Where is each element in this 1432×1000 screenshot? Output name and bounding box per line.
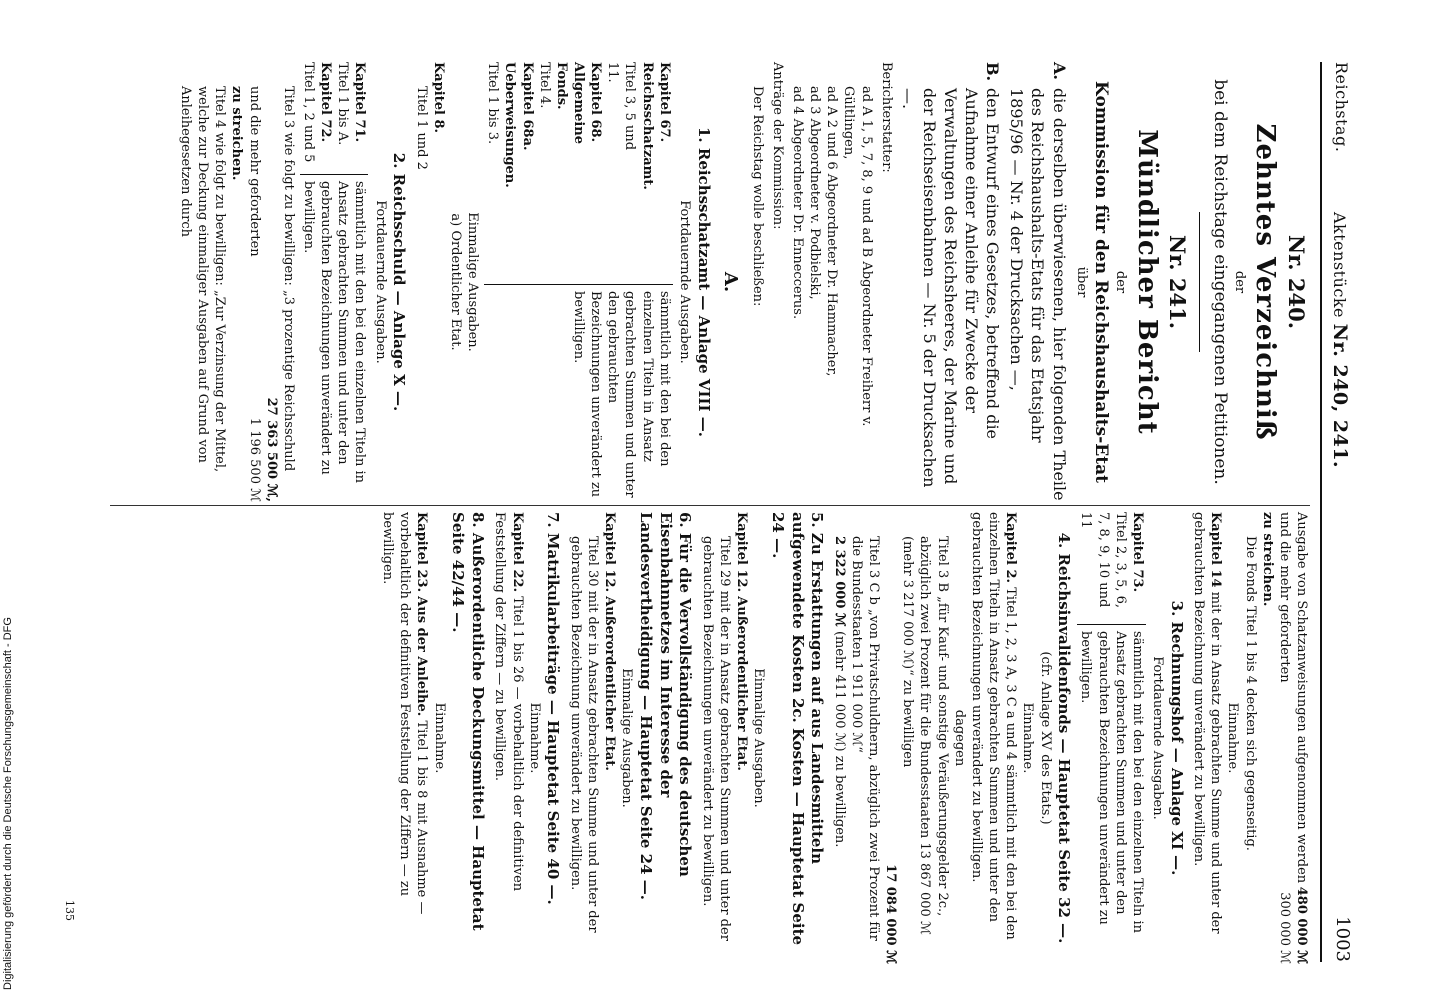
section-1-subtitle: Fortdauernde Ausgaben. [676,200,692,364]
right-column [379,512,1310,964]
header-numbers: Nr. 240, 241. [1329,323,1351,469]
header-rule [1320,62,1322,962]
kapitel-73: Kapitel 73. [1129,512,1145,593]
einmalige-ausgaben-2: Einmalige Ausgaben. [751,668,767,808]
section-3-subtitle: Fortdauernde Ausgaben. [1150,656,1166,820]
berichterstatter-3: ad 3 Abgeordneter v. Podbielski, [807,86,823,300]
kapitel-22-block [491,512,525,964]
kapitel-12a-name: Außerordentlicher Etat. [733,596,749,771]
titel-4-text: Titel 4 wie folgt zu bewilligen: „Zur Verzinsung der Mittel, welche zur Deckung einmaliger Ausgaben auf Grund von Anleihegesetzen durch [177,86,228,473]
kapitel-71: Kapitel 71. [352,62,368,143]
item-b-text: den Entwurf eines Gesetzes, betreffend die Aufnahme einer Anleihe für Zwecke der Verwaltungen des Reichsheeres, der Marine und der Reichseisenbahnen — Nr. 5 der Drucksachen —. [898,88,1003,488]
kapitel-67-name: Reichsschatzamt. [639,62,655,190]
section-2-subtitle: Fortdauernde Ausgaben. [372,200,388,364]
kapitel-67-titel: Titel 3, 5 und 11. [605,62,638,151]
kapitel-12b-name: Außerordentlicher Etat. [601,596,617,771]
berichterstatter-4: ad 4 Abgeordneter Dr. Enneccerus. [789,86,805,320]
kapitel-67 [638,62,672,190]
page-mark: 135 [63,900,76,921]
berichterstatter-1: ad A 1, 5, 7, 8, 9 und ad B Abgeordneter Freiherr v. Gültlingen, [841,86,874,427]
kapitel-22: Kapitel 22. [509,512,525,593]
kapitel-72-titel: Titel 1, 2 und 5 [301,62,316,163]
kapitel-68-name: Allgemeine Fonds. [553,62,586,145]
dagegen: dagegen [951,709,967,767]
section-1-title: 1. Reichsschatzamt — Anlage VIII —. [694,126,713,438]
kapitel-8-titel: Titel 1 und 2 [413,86,429,170]
section-7-title: 7. Matrikularbeiträge — Hauptetat Seite 40 —. [544,512,563,905]
nr240-der: der [1231,270,1247,294]
kapitel-12b-text: Titel 30 mit der in Ansatz gebrachten Summe und unter der gebrauchten Bezeichnung unverändert zu bewilligen. [567,536,600,933]
kapitel-73-list [1077,512,1146,624]
titel-3c-after-text: (mehr 411 000 ℳ) zu bewilligen. [831,630,847,848]
titel-3b-amount-value: 17 084 000 ℳ [883,864,899,964]
header-center [1327,212,1352,468]
kapitel-72: Kapitel 72. [318,62,334,143]
titel-3-streichen: zu streichen. [229,86,245,181]
kapitel-list [484,62,673,190]
kapitel-14-block [1190,512,1224,964]
titel-3-text: Titel 3 wie folgt zu bewilligen: „3 prozentige Reichsschuld [280,86,296,472]
kapitel-14-text: mit der in Ansatz gebrachten Summe und unter der gebrauchten Bezeichnung unverändert zu bewilligen. [1191,512,1224,934]
digitization-footer: Digitalisierung gefördert durch die Deutsche Forschungsgemeinschaft - DFG [2,617,14,990]
kapitel-23-name: Aus der Anleihe. [414,596,430,717]
einnahme-1: Einnahme. [1225,702,1241,774]
nr241-ueber: über [1073,266,1089,298]
kapitel-68 [553,62,604,174]
document-page [26,0,1406,1000]
kapitel-14: Kapitel 14 [1208,512,1224,588]
item-a-text: die derselben überwiesenen, hier folgenden Theile des Reichshaushalts-Etats für das Etatsjahr 1895/96 — Nr. 4 der Drucksachen —, [1007,88,1069,501]
top-line-1-amount: 480 000 ℳ [1294,886,1309,964]
titel-3b-text: Titel 3 B „für Kauf- und sonstige Veräußerungsgelder 2c., abzüglich zwei Prozent für die Bundesstaaten 13 867 000 ℳ (mehr 3 217 000 ℳ)“ zu bewilligen [900,536,950,935]
section-4-subtitle: (cfr. Anlage XV des Etats.) [1037,651,1053,825]
kapitel-12a-text: Titel 29 mit der in Ansatz gebrachten Summen und unter der gebrauchten Bezeichnungen unverändert zu bewilligen. [699,536,732,941]
kapitel-2-text: Titel 1, 2, 3 A, 3 C a und 4 sämmtlich mit den bei den einzelnen Titeln in Ansatz gebrachten Summen und unter den gebrauchten Bezeichnungen unverändert zu bewilligen. [968,512,1019,940]
top-line-2-text: und die mehr geforderten [1276,512,1292,683]
ordentlicher-etat: a) Ordentlicher Etat. [447,213,463,351]
kapitel-68a-label: Kapitel 68a. [519,62,535,151]
kapitel-12b: Kapitel 12. [601,512,617,593]
kapitel-71-titel: Titel 1 bis A. [335,62,351,146]
section-a-heading: A. [720,271,742,293]
kapitel-73-text: sämmtlich mit den bei den einzelnen Titeln in Ansatz gebrachten Summen und unter den gebrauchten Bezeichnungen unverändert zu bewilligen. [1077,624,1146,964]
kapitel-67-label: Kapitel 67. [656,62,672,143]
section-6-title: 6. Für die Vervollständigung des deutschen Eisenbahnnetzes im Interesse der Landesvertheidigung — Hauptetat Seite 24 —. [636,512,695,900]
kapitel-71-block [300,62,369,502]
top-line-3: zu streichen. [1259,512,1275,607]
titel-3-after [245,62,262,502]
titel-3c-amount: 2 322 000 ℳ [831,536,847,627]
einnahme-3: Einnahme. [526,702,542,774]
section-5-title: 5. Zu Erstattungen auf aus Landesmitteln aufgewendete Kosten 2c. Kosten — Hauptetat Seite 24 —. [768,512,827,946]
column-divider [110,505,1310,506]
nr240-heading: Nr. 240. [1284,234,1309,330]
kapitel-67-block [484,62,673,502]
titel-3c-after [831,512,848,964]
kapitel-8: Kapitel 8. [430,62,446,134]
header-reichstag: Reichstag. [1332,62,1351,153]
titel-3-amount-2: 1 196 500 ℳ [246,417,262,502]
titel-3-amount-value: 27 363 500 ℳ, [263,397,279,502]
top-line-1-text: Ausgabe von Schatzanweisungen aufgenommen werden [1294,512,1309,884]
einnahme-4: Einnahme. [431,702,447,774]
kapitel-71-text: sämmtlich mit den bei den einzelnen Titeln in Ansatz gebrachten Summen und unter den gebrauchten Bezeichnungen unverändert zu bewilligen. [300,174,369,502]
item-a-label: A. [1049,62,1069,80]
kapitel-67-text: sämmtlich mit den bei den einzelnen Titeln in Ansatz gebrachten Summen und unter den gebrauchten Bezeichnungen unverändert zu bewilligen. [484,284,673,502]
kapitel-23-text: Titel 1 bis 8 mit Ausnahme — vorbehaltlich der definitiven Feststellung der Ziffern — zu bewilligen. [380,512,430,915]
digitization-strip [2,0,22,1000]
kapitel-2-block [968,512,1019,964]
top-line-1 [1293,512,1310,964]
antraege-label: Anträge der Kommission: [769,62,785,230]
nr241-title: Mündlicher Bericht [1131,129,1162,435]
einmalige-ausgaben-1: Einmalige Ausgaben. [465,212,481,352]
titel-3-after-text: und die mehr geforderten [246,86,262,257]
kapitel-68a-name: Ueberweisungen. [502,62,518,188]
titel-3c-text: Titel 3 C b „von Privatschuldnern, abzüglich zwei Prozent für die Bundesstaaten 1 911 000 ℳ“ [848,536,881,941]
kapitel-23: Kapitel 23. [414,512,430,593]
divider [1199,212,1200,352]
kapitel-12a-block [733,512,750,964]
einnahme-2: Einnahme. [1020,702,1036,774]
berichterstatter-label: Berichterstatter: [878,62,894,173]
top-line-2 [1276,512,1293,964]
page-header [1326,62,1356,962]
kapitel-12a: Kapitel 12. [733,512,749,593]
item-b [898,62,1004,502]
kapitel-68-titel: Titel 4. [536,62,552,109]
kapitel-22-text: Titel 1 bis 26 — vorbehaltlich der definitiven Feststellung der Ziffern — zu bewilligen. [492,512,525,892]
kapitel-68-label: Kapitel 68. [588,62,604,143]
kapitel-2: Kapitel 2. [1003,512,1019,584]
berichterstatter-2: ad A 2 und 6 Abgeordneter Dr. Hammacher, [824,86,840,377]
kapitel-73-block [1077,512,1146,964]
top-line-2-amount: 300 000 ℳ [1276,892,1292,964]
kapitel-68a-titel: Titel 1 bis 3. [485,62,501,145]
titel-3-amount [263,62,280,502]
header-prefix: Aktenstücke [1330,212,1349,319]
left-column [177,62,1310,502]
kapitel-73-titel: Titel 2, 3, 5, 6, 7, 8, 9, 10 und 11 [1078,512,1128,609]
nr240-subtitle: bei dem Reichstage eingegangenen Petitionen. [1209,79,1230,485]
section-8-title: 8. Außerordentliche Deckungsmittel — Hauptetat Seite 42/44 —. [449,512,488,931]
nr241-der: der [1113,270,1129,294]
kapitel-23-block [379,512,430,964]
header-page-number: 1003 [1332,916,1353,962]
section-2-title: 2. Reichsschuld — Anlage X —. [390,152,409,412]
antraege-text: Der Reichstag wolle beschließen: [749,86,765,307]
top-line-4: Die Fonds Titel 1 bis 4 decken sich gegenseitig. [1242,536,1258,851]
section-3-title: 3. Rechnungshof — Anlage XI —. [1167,600,1186,876]
kapitel-12b-block [601,512,618,964]
nr241-heading: Nr. 241. [1165,234,1191,330]
nr240-title: Zehntes Verzeichniß [1250,123,1281,441]
kapitel-71-list [300,62,369,174]
titel-3b-amount [882,512,899,964]
item-b-label: B. [983,62,1003,82]
section-4-title: 4. Reichsinvalidenfonds — Hauptetat Seite 32 —. [1055,532,1074,944]
item-a [1006,62,1069,502]
nr241-kommission: Kommission für den Reichshaushalts-Etat [1091,81,1112,483]
einmalige-ausgaben-3: Einmalige Ausgaben. [619,668,635,808]
kapitel-68a [501,62,535,188]
